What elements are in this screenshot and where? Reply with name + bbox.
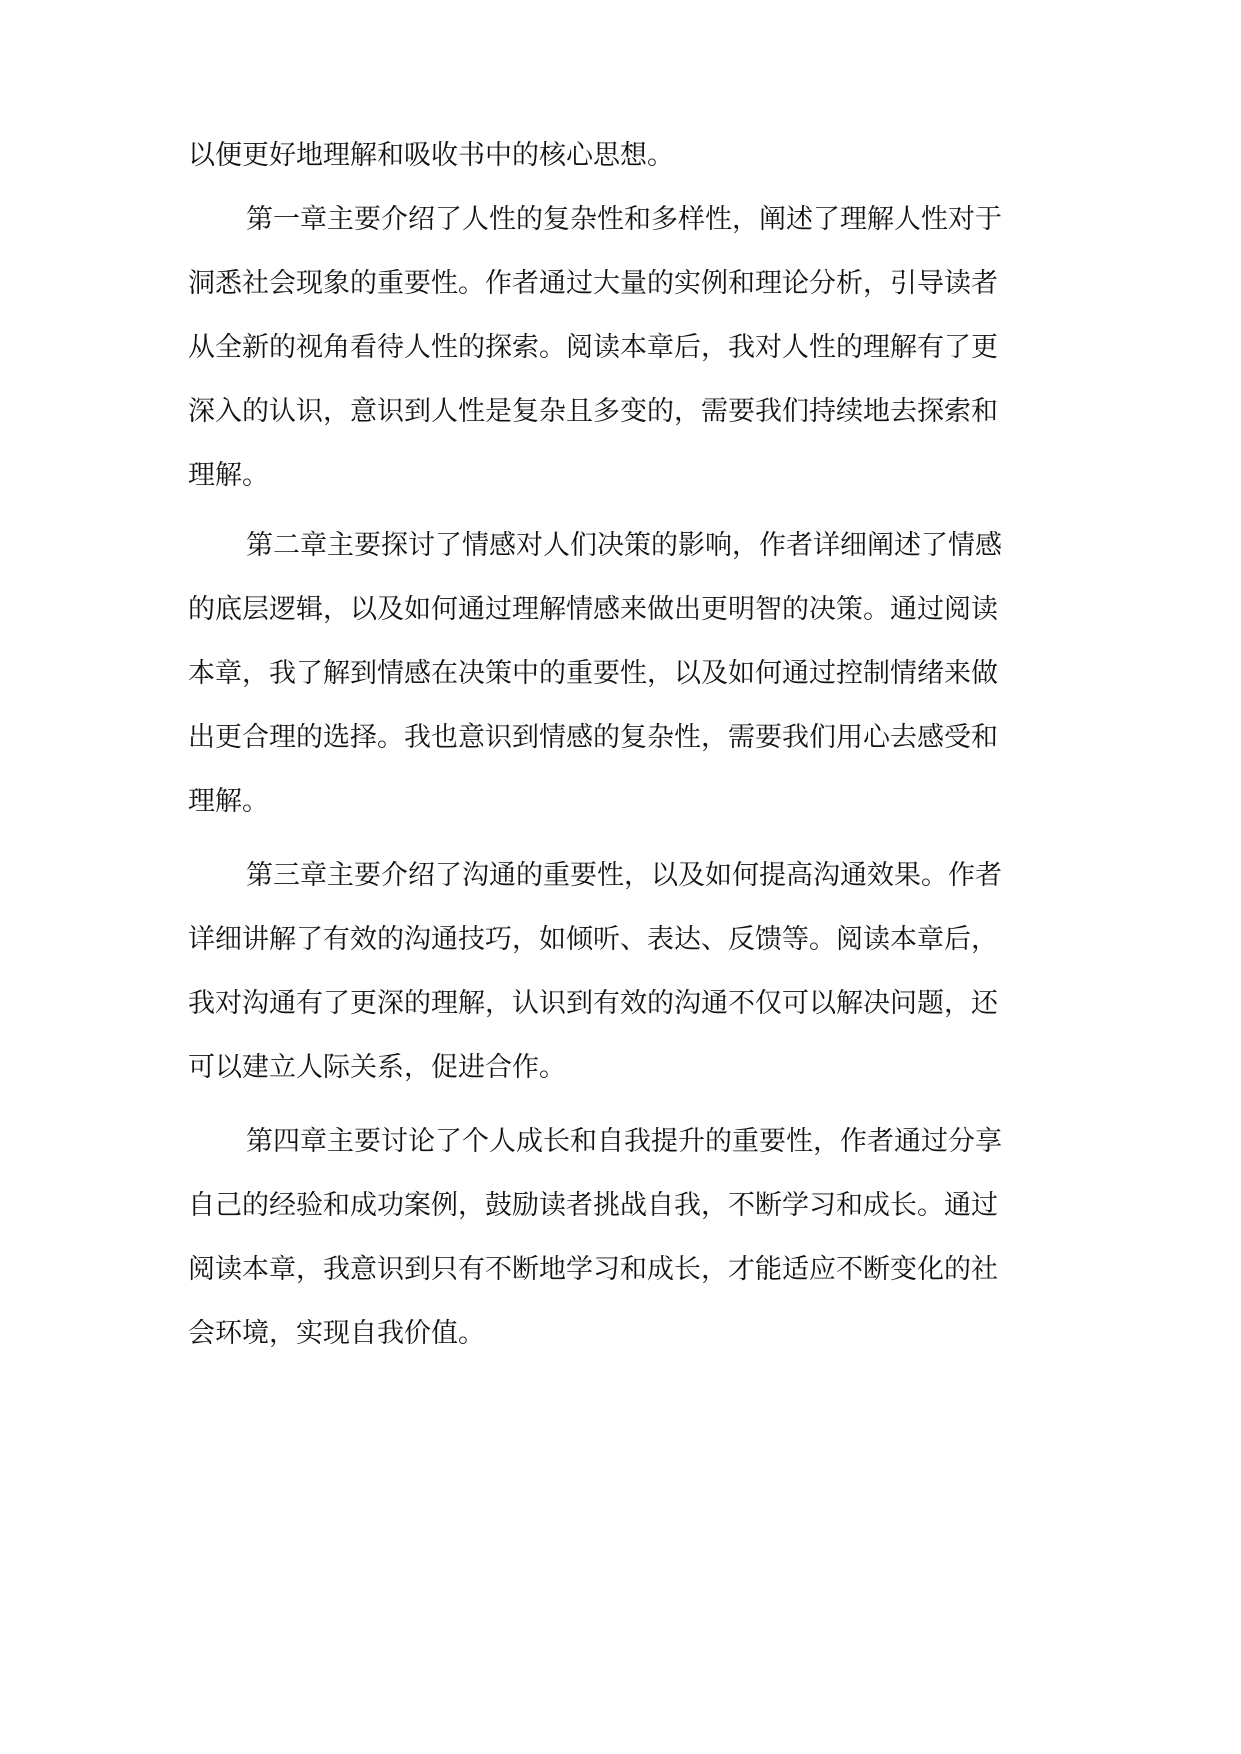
text-line: 深入的认识，意识到人性是复杂且多变的，需要我们持续地去探索和: [188, 396, 998, 427]
paragraph-first-line: 第三章主要介绍了沟通的重要性，以及如何提高沟通效果。作者: [246, 860, 1002, 891]
text-line: 的底层逻辑，以及如何通过理解情感来做出更明智的决策。通过阅读: [188, 594, 998, 625]
paragraph-first-line: 第二章主要探讨了情感对人们决策的影响，作者详细阐述了情感: [246, 530, 1002, 561]
text-line: 洞悉社会现象的重要性。作者通过大量的实例和理论分析，引导读者: [188, 268, 998, 299]
text-line: 自己的经验和成功案例，鼓励读者挑战自我，不断学习和成长。通过: [188, 1190, 998, 1221]
text-line: 详细讲解了有效的沟通技巧，如倾听、表达、反馈等。阅读本章后，: [188, 924, 998, 955]
text-line: 可以建立人际关系，促进合作。: [188, 1052, 566, 1083]
text-line: 阅读本章，我意识到只有不断地学习和成长，才能适应不断变化的社: [188, 1254, 998, 1285]
text-line: 以便更好地理解和吸收书中的核心思想。: [188, 140, 674, 171]
text-line: 从全新的视角看待人性的探索。阅读本章后，我对人性的理解有了更: [188, 332, 998, 363]
text-line: 出更合理的选择。我也意识到情感的复杂性，需要我们用心去感受和: [188, 722, 998, 753]
text-line: 本章，我了解到情感在决策中的重要性，以及如何通过控制情绪来做: [188, 658, 998, 689]
text-line: 我对沟通有了更深的理解，认识到有效的沟通不仅可以解决问题，还: [188, 988, 998, 1019]
text-line: 理解。: [188, 786, 269, 817]
text-line: 理解。: [188, 460, 269, 491]
paragraph-first-line: 第四章主要讨论了个人成长和自我提升的重要性，作者通过分享: [246, 1126, 1002, 1157]
paragraph-first-line: 第一章主要介绍了人性的复杂性和多样性，阐述了理解人性对于: [246, 204, 1002, 235]
text-line: 会环境，实现自我价值。: [188, 1318, 485, 1349]
